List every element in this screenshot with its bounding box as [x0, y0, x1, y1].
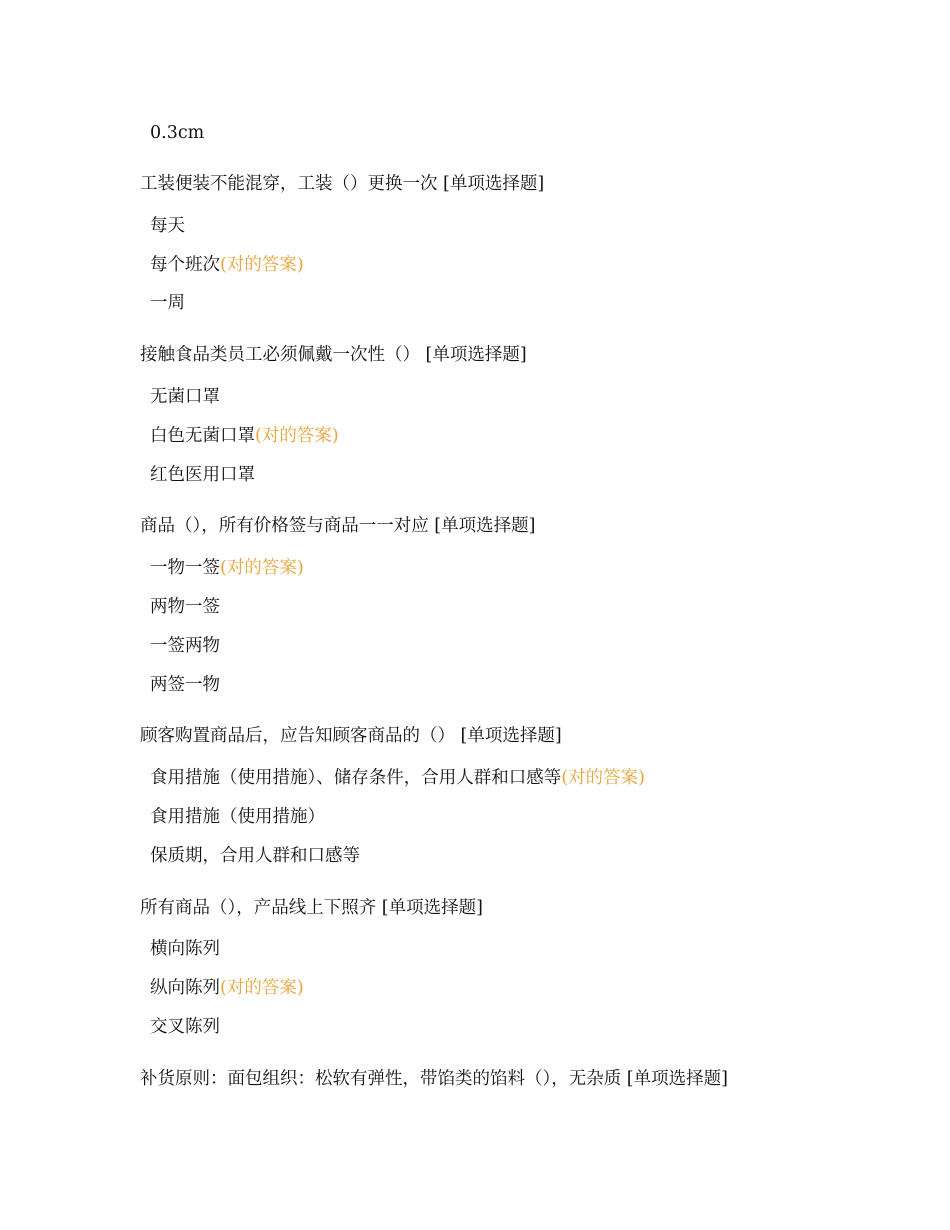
correct-answer-marker: (对的答案) [255, 426, 339, 446]
option-text: 两物一签 [150, 597, 220, 617]
option-text: 无菌口罩 [150, 387, 220, 407]
question-text: 商品（），所有价格签与商品一一对应 [单项选择题] [140, 516, 536, 536]
option-text: 两签一物 [150, 675, 220, 695]
option-text: 横向陈列 [150, 939, 220, 959]
option-text: 食用措施（使用措施） [150, 807, 325, 827]
option-text: 保质期，合用人群和口感等 [150, 846, 360, 866]
correct-answer-marker: (对的答案) [220, 255, 304, 275]
option-text: 交叉陈列 [150, 1017, 220, 1037]
question-text: 接触食品类员工必须佩戴一次性（） [单项选择题] [140, 345, 527, 365]
option-text: 食用措施（使用措施）、储存条件，合用人群和口感等(对的答案) [150, 768, 645, 788]
option-text: 红色医用口罩 [150, 465, 255, 485]
question-text: 顾客购置商品后，应告知顾客商品的（） [单项选择题] [140, 726, 562, 746]
question-text: 所有商品（），产品线上下照齐 [单项选择题] [140, 898, 483, 918]
correct-answer-marker: (对的答案) [561, 768, 645, 788]
question-text: 补货原则：面包组织：松软有弹性，带馅类的馅料（），无杂质 [单项选择题] [140, 1069, 728, 1089]
option-text: 一物一签(对的答案) [150, 558, 304, 578]
option-text: 纵向陈列(对的答案) [150, 978, 304, 998]
option-text: 一签两物 [150, 636, 220, 656]
option-text: 每个班次(对的答案) [150, 255, 304, 275]
option-text: 每天 [150, 216, 185, 236]
correct-answer-marker: (对的答案) [220, 558, 304, 578]
correct-answer-marker: (对的答案) [220, 978, 304, 998]
question-text: 工装便装不能混穿，工装（）更换一次 [单项选择题] [140, 174, 545, 194]
option-text-leading: 0.3cm [150, 123, 205, 143]
option-text: 一周 [150, 293, 185, 313]
option-text: 白色无菌口罩(对的答案) [150, 426, 339, 446]
